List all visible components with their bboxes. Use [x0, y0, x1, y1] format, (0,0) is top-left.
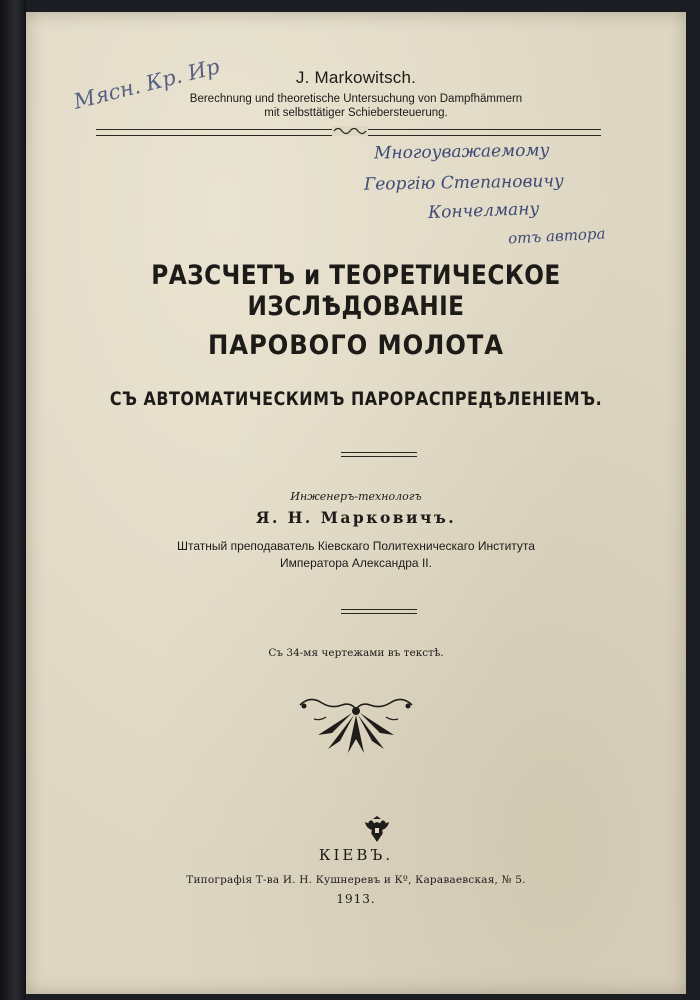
book-spine [0, 0, 26, 1000]
author-name: Я. Н. Марковичъ. [255, 508, 457, 527]
author-position-line: Императора Александра II. [280, 556, 432, 570]
decorative-ornament-icon [296, 695, 416, 757]
handwritten-inscription-line: Георгію Степановичу [363, 171, 564, 195]
handwritten-inscription-line: отъ автора [507, 224, 606, 248]
imprint-printer: Типографія Т-ва И. Н. Кушнеревъ и Кº, Караваевская, № 5. [186, 874, 526, 886]
double-rule [341, 452, 417, 457]
handwritten-inscription-line: Кончелману [427, 199, 540, 223]
double-rule [341, 609, 417, 614]
german-author: J. Markowitsch. [295, 68, 417, 87]
title-line-1: РАЗСЧЕТЪ и ТЕОРЕТИЧЕСКОЕ ИЗСЛѢДОВАНІЕ [151, 260, 561, 322]
illustrations-note: Съ 34-мя чертежами въ текстѣ. [268, 647, 444, 659]
german-subtitle-line: Berechnung und theoretische Untersuchung von Dampfhämmern [189, 93, 523, 105]
handwritten-inscription-line: Многоуважаемому [373, 140, 550, 164]
imprint-city: КІЕВЪ. [318, 846, 394, 864]
handwritten-corner-note: Мясн. Кр. Ир [71, 54, 222, 114]
imprint-year: 1913. [336, 892, 376, 906]
header-rule-ornament-icon [330, 124, 370, 138]
title-line-3: СЪ АВТОМАТИЧЕСКИМЪ ПАРОРАСПРЕДѢЛЕНІЕМЪ. [109, 389, 603, 410]
author-role: Инженеръ-технологъ [290, 490, 422, 503]
title-page [26, 12, 686, 994]
author-position-line: Штатный преподаватель Кіевскаго Политехническаго Института [177, 539, 535, 553]
double-headed-eagle-icon [364, 815, 390, 843]
german-subtitle-line: mit selbsttätiger Schiebersteuerung. [264, 107, 448, 119]
title-line-2: ПАРОВОГО МОЛОТА [208, 330, 504, 361]
